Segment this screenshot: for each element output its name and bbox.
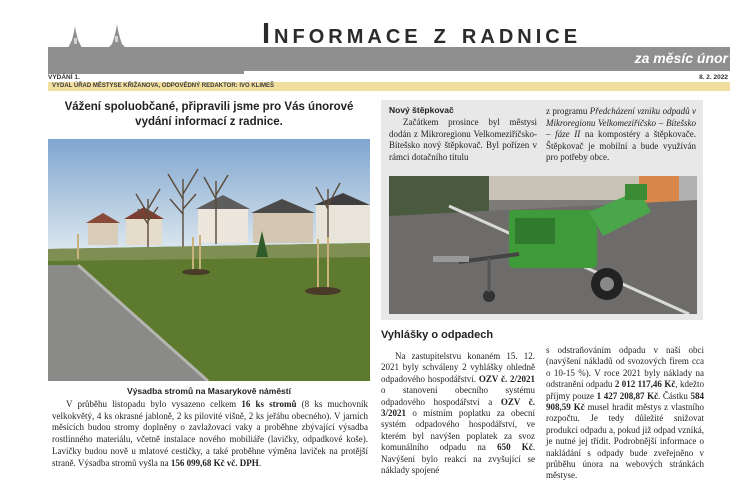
waste-income: 1 427 208,87 Kč bbox=[596, 390, 659, 401]
text: z programu bbox=[546, 106, 590, 116]
waste-ordinance-col2 bbox=[546, 345, 704, 482]
text: (8 ks muchovník velkokvětý, 4 ks okrasné jabloně, 2 ks pilovité višně, 2 ks jeřábu obecného). V jarních měsících budou stromy doplněny o zavlažovací vaky a proběhne zbývající výsadba rostlinného materiálu, včetně instalace nového mobiliáře (lavičky, odpadkové koše). Lavičky budou nově u mlatové cestičky, a také proběhne výměna laviček na protější straně. Výsadba stromů vyšla na bbox=[52, 399, 368, 468]
header-band bbox=[48, 47, 730, 71]
chipper-article-title: Nový štěpkovač bbox=[389, 105, 454, 115]
program-name: Předcházení vzniku odpadů v Mikroregionu Velkomeziříčsko – Bítešsko – fáze II bbox=[546, 106, 696, 140]
wood-chipper-photo bbox=[389, 176, 697, 314]
text: o místním poplatku za obecní systém odpadového hospodářství, ve kterém byl navýšen poplatek za svoz komunálního odpadu na bbox=[381, 408, 535, 453]
text: . Navýšení bylo reakcí na zvyšující se náklady spojené bbox=[381, 442, 535, 476]
text: V průběhu listopadu bylo vysazeno celkem bbox=[66, 399, 242, 409]
issue-date: 8. 2. 2022 bbox=[699, 74, 728, 81]
waste-ordinance-title: Vyhlášky o odpadech bbox=[381, 329, 494, 341]
chipper-article-col2 bbox=[546, 106, 696, 164]
text: Na zastupitelstvu konaném 15. 12. 2021 byly schváleny 2 vyhlášky ohledně odpadového hospodářství. bbox=[381, 351, 535, 384]
text: musel hradit městys z vlastního rozpočtu. Je tedy důležité snižovat produkci odpadu a, pokud již odpad vzniká, je nutné jej třídit. Podrobnější informace o nakládání s odpady bude zveřejněno v průběhu února na webových stránkách městyse. bbox=[546, 402, 705, 481]
text: . bbox=[258, 457, 262, 468]
budget-shortfall: 584 908,59 Kč bbox=[546, 390, 704, 413]
greeting-headline: Vážení spoluobčané, připravili jsme pro Vás únorové vydání informací z radnice. bbox=[64, 101, 354, 128]
text: na kompostéry a štěpkovače. Štěpkovač je mobilní a bude využíván pro potřeby obce. bbox=[546, 129, 697, 163]
text: , kdežto příjmy pouze bbox=[546, 379, 705, 401]
publisher-line: VYDAL ÚŘAD MĚSTYSE KŘIŽANOVA, ODPOVĚDNÝ REDAKTOR: IVO KLIMEŠ bbox=[52, 83, 275, 89]
waste-costs: 2 012 117,46 Kč bbox=[614, 379, 676, 390]
tree-planting-photo bbox=[48, 139, 370, 381]
waste-ordinance-col1 bbox=[381, 351, 535, 476]
text: . Částku bbox=[658, 390, 691, 401]
tree-planting-paragraph bbox=[52, 399, 368, 469]
text: Začátkem prosince byl městysi dodán z Mikroregionu Velkomeziříčsko-Bítešsko nový štěpkovač. Byl pořízen v rámci dotačního titulu bbox=[389, 117, 537, 162]
text: o stanovení obecního systému odpadového hospodářství a bbox=[381, 385, 535, 407]
ordinance-2: OZV č. 2/2021 bbox=[478, 373, 535, 384]
tree-cost: 156 099,68 Kč vč. DPH bbox=[170, 457, 259, 468]
ordinance-3: OZV č. 3/2021 bbox=[381, 396, 536, 419]
photo-caption-trees: Výsadba stromů na Masarykově náměstí bbox=[127, 386, 291, 396]
fee-amount: 650 Kč bbox=[497, 442, 533, 453]
text: s odstraňováním odpadu v naší obci (navýšení nákladů od svozových firem cca o 10-15 %). V roce 2021 byly náklady na odstranění odpadu bbox=[546, 345, 704, 390]
issue-number: VYDÁNÍ 1. bbox=[48, 74, 80, 81]
tree-count: 16 ks stromů bbox=[241, 399, 297, 409]
newsletter-month: za měsíc únor bbox=[634, 50, 728, 66]
chipper-article-col1 bbox=[389, 117, 537, 163]
newsletter-title: Informace z radnice bbox=[262, 18, 582, 50]
